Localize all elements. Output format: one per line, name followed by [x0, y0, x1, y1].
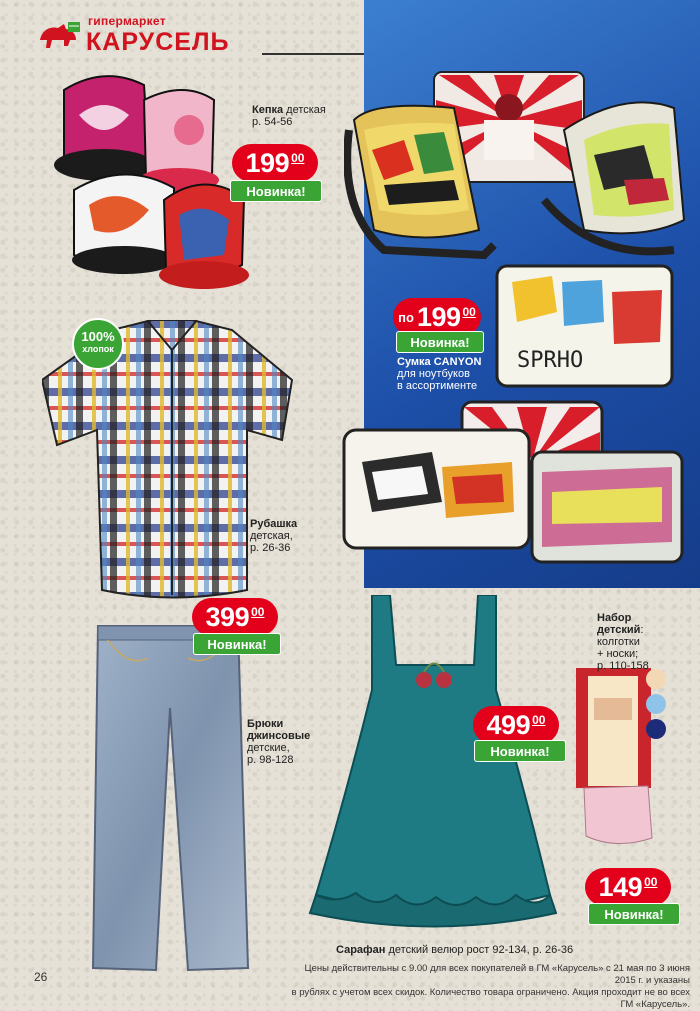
cap-new-badge: Новинка!: [230, 180, 322, 202]
cotton-word: хлопок: [82, 344, 114, 354]
messenger-bags-image: [344, 60, 686, 270]
dress-image: [306, 595, 562, 940]
dress-desc: детский велюр рост 92-134, р. 26-36: [385, 944, 574, 956]
footer-line1: Цены действительны с 9.00 для всех покупателей в ГМ «Карусель» с 21 мая по 3 июня 2015 г. и указаны: [304, 963, 690, 986]
shirt-description: [250, 518, 297, 554]
jeans-line4: р. 98-128: [247, 754, 294, 766]
bag-price-prefix: по: [398, 309, 414, 325]
footer-line2: в рублях с учетом всех скидок. Количество товара ограничено. Акция проходит не во всех ГМ «Карусель».: [291, 987, 690, 1010]
cap-price-main: 199: [245, 147, 290, 178]
cap-desc: детская: [283, 104, 326, 116]
set-line5: р. 110-158: [597, 660, 649, 672]
shirt-price-kop: 00: [251, 605, 265, 619]
cap-name: Кепка: [252, 104, 284, 116]
caps-image: [44, 70, 249, 298]
bag-price-main: 199: [416, 301, 461, 332]
jeans-name2: джинсовые: [247, 730, 311, 742]
shirt-line3: р. 26-36: [250, 542, 291, 554]
bag-new-badge: Новинка!: [396, 331, 484, 353]
set-line3: колготки: [597, 636, 640, 648]
logo-brand: КАРУСЕЛЬ: [86, 28, 230, 56]
set-price-kop: 00: [644, 875, 658, 889]
set-line4: + носки;: [597, 648, 639, 660]
dress-name: Сарафан: [336, 944, 386, 956]
bag-line2: для ноутбуков: [397, 368, 470, 380]
cotton-percent: 100%: [81, 329, 115, 344]
set-colon: :: [640, 624, 644, 636]
cap-price-kop: 00: [291, 151, 305, 165]
set-name1: Набор: [597, 612, 632, 624]
cap-price-badge: [232, 144, 318, 182]
bag-description: [397, 356, 481, 392]
shirt-price-badge: [192, 598, 278, 636]
jeans-name1: Брюки: [247, 718, 284, 730]
bag-name: Сумка CANYON: [397, 356, 482, 368]
bag-line3: в ассортименте: [397, 380, 478, 392]
set-price-badge: [585, 868, 671, 906]
svg-text:SPRHO: SPRHO: [517, 348, 584, 373]
set-new-badge: Новинка!: [588, 903, 680, 925]
jeans-image: [88, 618, 250, 976]
dress-price-kop: 00: [532, 713, 546, 727]
set-description: [597, 612, 649, 672]
color-swatch-light-blue: [646, 694, 666, 714]
jeans-description: [247, 718, 310, 766]
dress-new-badge: Новинка!: [474, 740, 566, 762]
set-price-main: 149: [598, 871, 643, 902]
tights-socks-set-image: [576, 668, 654, 850]
color-swatch-beige: [646, 669, 666, 689]
cap-size: р. 54-56: [252, 116, 293, 128]
cotton-badge: [72, 318, 124, 370]
carousel-horse-logo-icon: [36, 20, 82, 54]
shirt-name: Рубашка: [250, 518, 298, 530]
color-swatch-navy: [646, 719, 666, 739]
shirt-new-badge: Новинка!: [193, 633, 281, 655]
bag-price-kop: 00: [462, 305, 476, 319]
logo-tagline: гипермаркет: [88, 14, 166, 28]
dress-price-badge: [473, 706, 559, 744]
cap-description: [252, 104, 326, 128]
shirt-price-main: 399: [205, 601, 250, 632]
set-name2: детский: [597, 624, 641, 636]
dress-description: [336, 944, 573, 956]
page-number: 26: [34, 970, 48, 984]
shirt-line2: детская,: [250, 530, 293, 542]
footer-disclaimer: [290, 963, 690, 1011]
jeans-line3: детские,: [247, 742, 290, 754]
dress-price-main: 499: [486, 709, 531, 740]
